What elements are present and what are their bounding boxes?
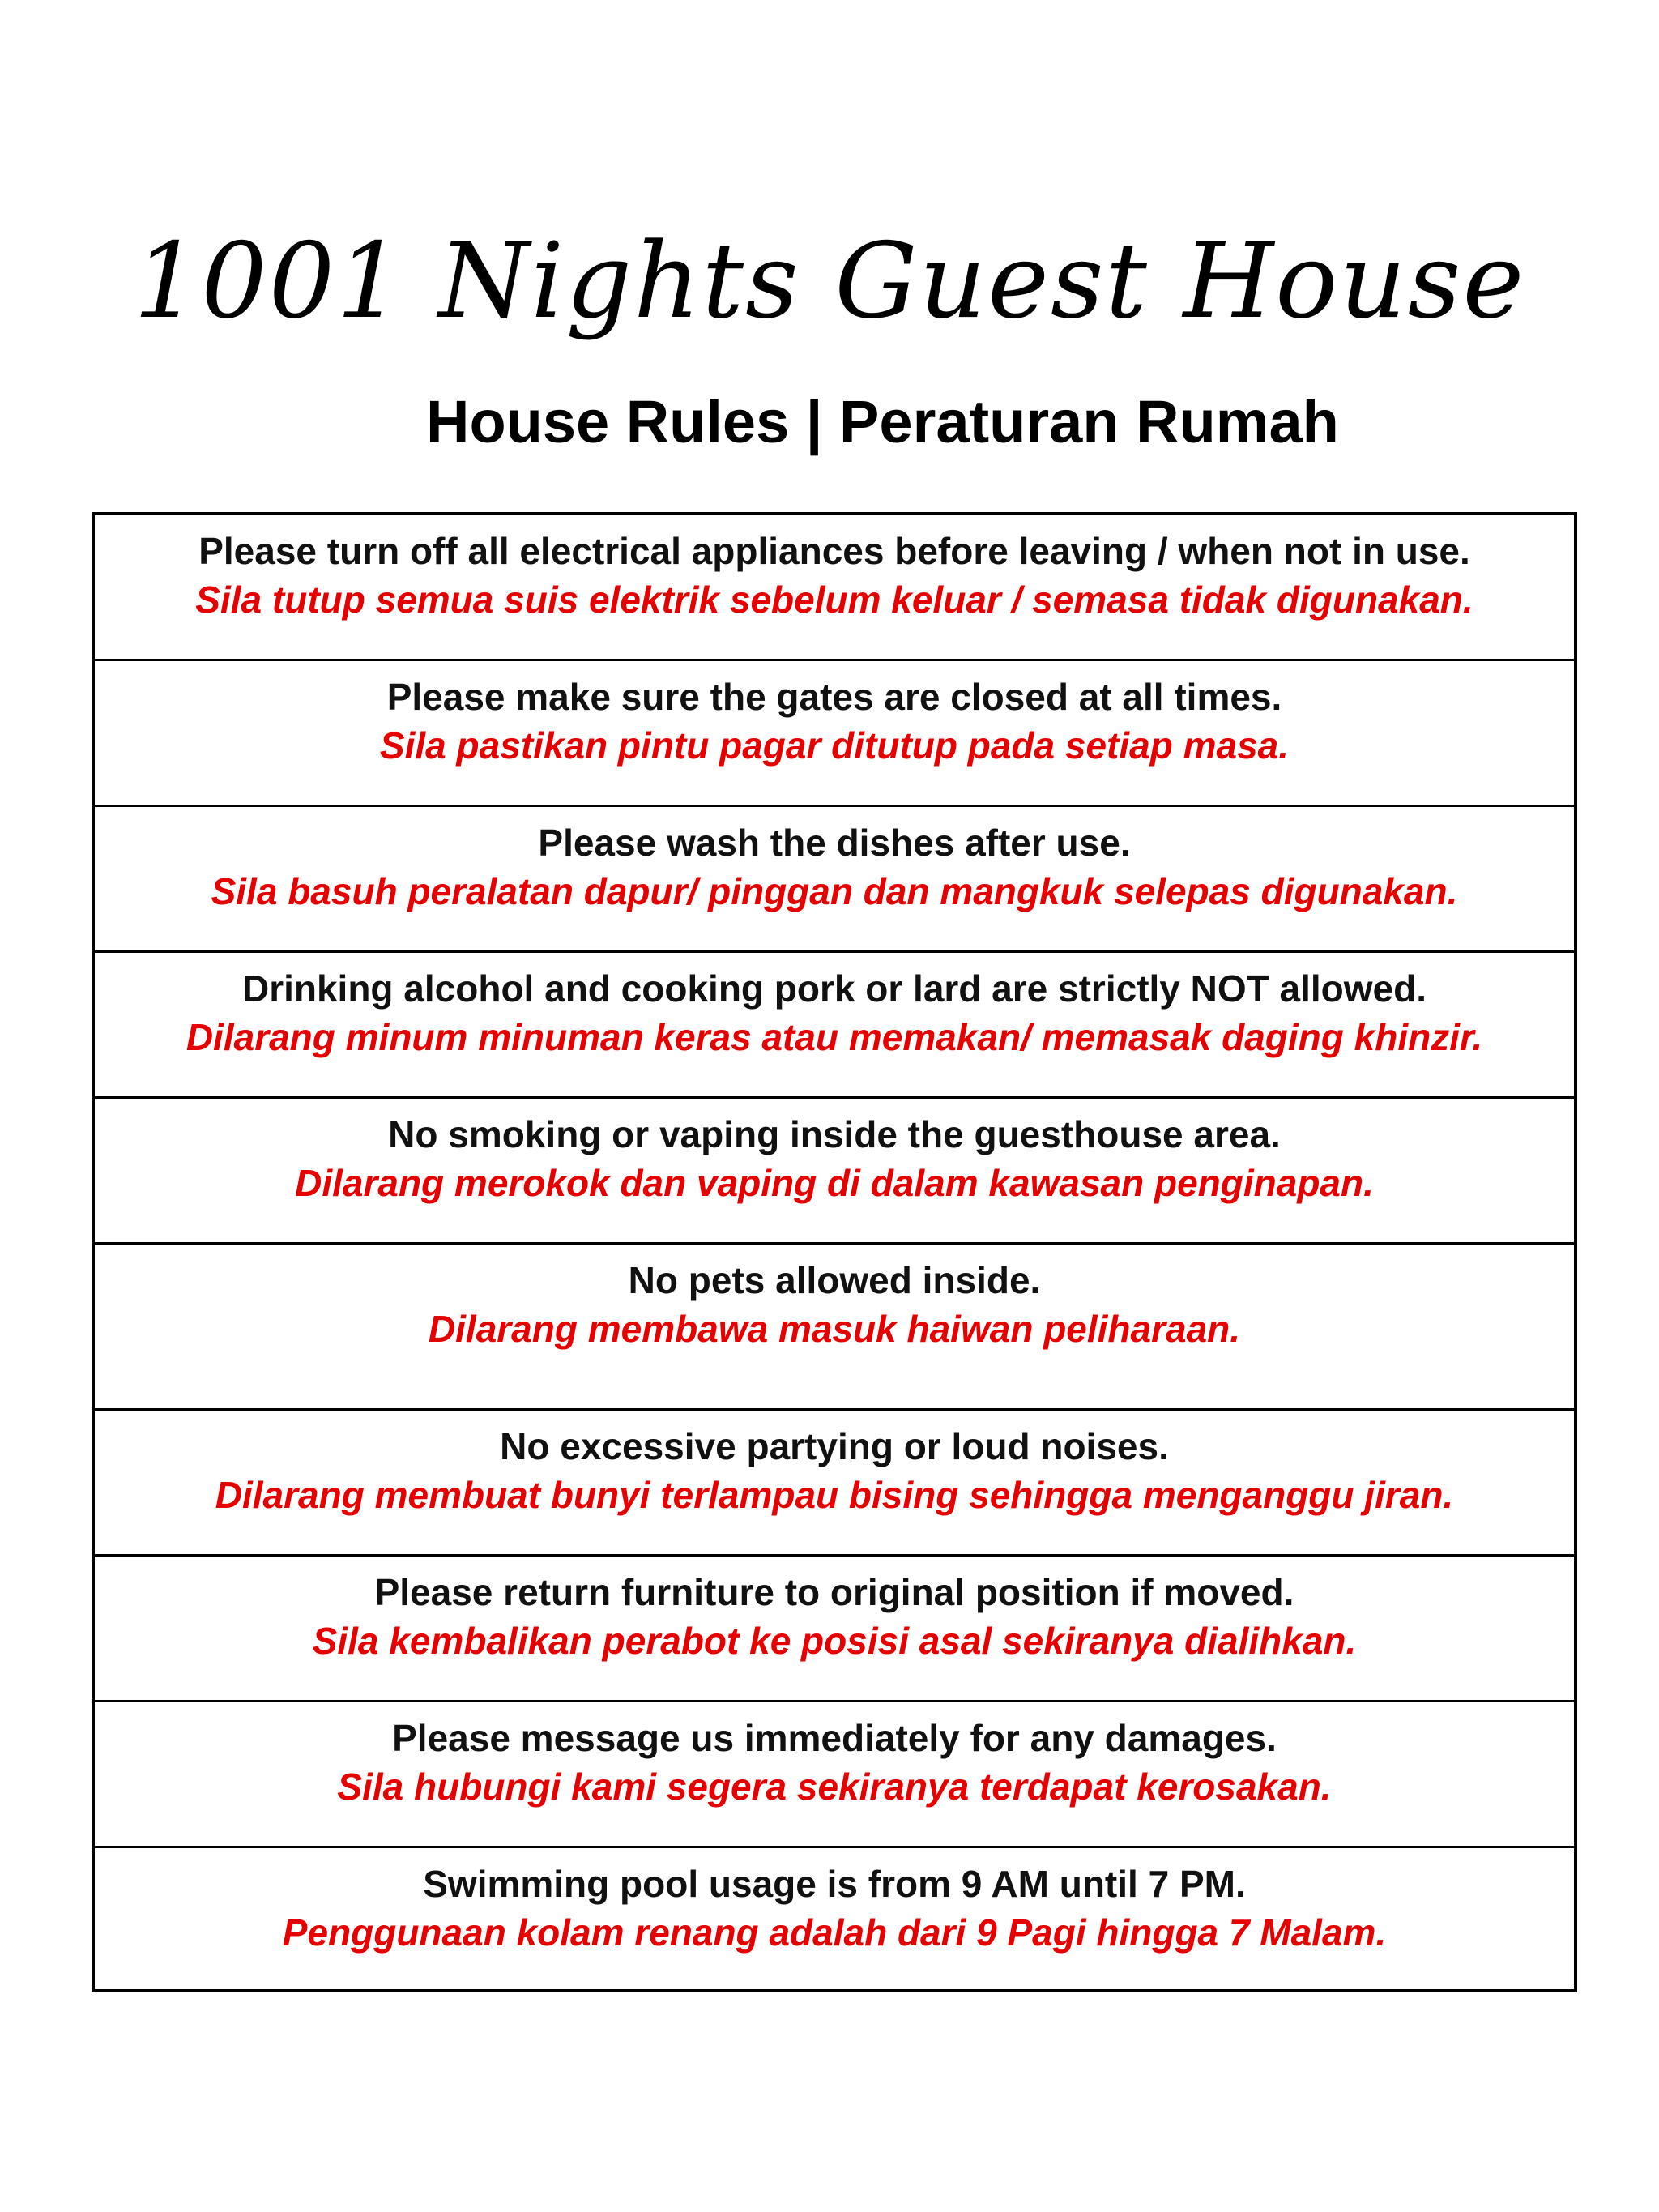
house-rules-subtitle: House Rules | Peraturan Rumah [426,388,1339,455]
rule-row-electrical [95,515,1574,661]
rule-row-smoking [95,1099,1574,1245]
rule-malay-text: Sila hubungi kami segera sekiranya terdapat kerosakan. [337,1766,1332,1808]
rule-english-text: No smoking or vaping inside the guesthouse area. [388,1113,1281,1155]
rule-row-furniture [95,1557,1574,1702]
rule-malay-text: Dilarang merokok dan vaping di dalam kawasan penginapan. [295,1162,1374,1204]
rule-english-text: Please return furniture to original position if moved. [374,1571,1294,1613]
rule-malay-text: Dilarang membuat bunyi terlampau bising sehingga menganggu jiran. [215,1474,1454,1516]
rule-row-gates [95,661,1574,807]
rule-malay-text: Sila kembalikan perabot ke posisi asal sekiranya dialihkan. [312,1620,1357,1662]
rule-row-swimming-pool [95,1848,1574,1989]
rule-malay-text: Penggunaan kolam renang adalah dari 9 Pagi hingga 7 Malam. [282,1911,1387,1954]
rule-malay-text: Sila tutup semua suis elektrik sebelum keluar / semasa tidak digunakan. [195,579,1473,621]
rule-row-alcohol-pork [95,953,1574,1099]
rule-malay-text: Sila basuh peralatan dapur/ pinggan dan mangkuk selepas digunakan. [211,870,1458,912]
rule-malay-text: Dilarang minum minuman keras atau memakan/ memasak daging khinzir. [186,1016,1483,1058]
rule-row-dishes [95,807,1574,953]
rule-row-damages [95,1702,1574,1848]
rule-english-text: Drinking alcohol and cooking pork or lard are strictly NOT allowed. [241,967,1427,1010]
rule-row-pets [95,1245,1574,1411]
rule-english-text: No pets allowed inside. [628,1259,1041,1301]
rule-english-text: Please make sure the gates are closed at all times. [386,676,1282,718]
rules-table [92,512,1577,1992]
rule-malay-text: Sila pastikan pintu pagar ditutup pada setiap masa. [379,724,1290,767]
rule-english-text: Please turn off all electrical appliances before leaving / when not in use. [198,530,1470,572]
rule-english-text: Please message us immediately for any damages. [392,1717,1277,1759]
guest-house-title: 1001 Nights Guest House [133,221,1526,342]
rule-row-noise [95,1411,1574,1557]
rule-english-text: Swimming pool usage is from 9 AM until 7 PM. [423,1863,1246,1905]
rule-malay-text: Dilarang membawa masuk haiwan peliharaan. [428,1308,1241,1350]
rule-english-text: Please wash the dishes after use. [538,822,1131,864]
rule-english-text: No excessive partying or loud noises. [500,1425,1169,1467]
